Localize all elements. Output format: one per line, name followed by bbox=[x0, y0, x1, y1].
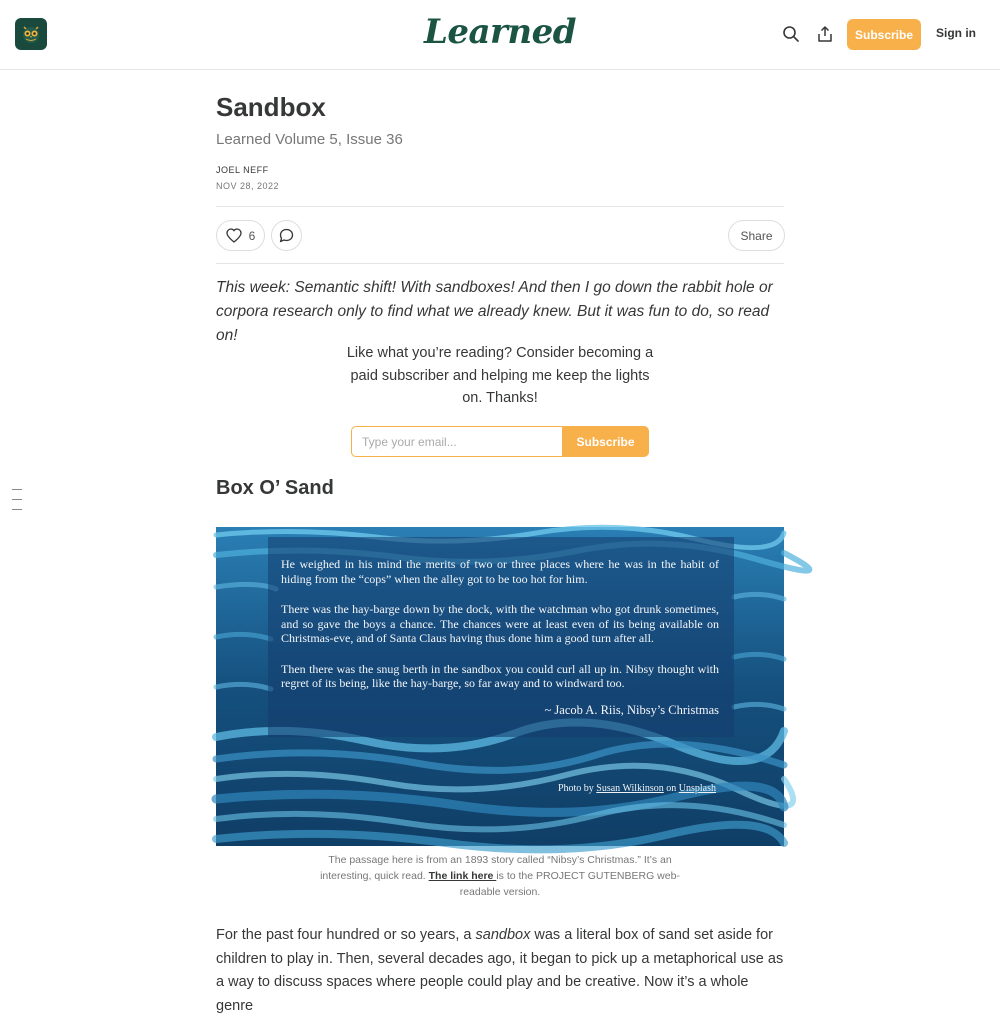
section-heading: Box O’ Sand bbox=[216, 477, 334, 499]
subscribe-button[interactable]: Subscribe bbox=[847, 19, 921, 50]
email-subscribe-form bbox=[351, 426, 649, 457]
post-date: NOV 28, 2022 bbox=[216, 181, 280, 191]
sign-in-link[interactable]: Sign in bbox=[936, 26, 976, 40]
body-paragraph bbox=[216, 924, 786, 1018]
post-intro: This week: Semantic shift! With sandboxes! And then I go down the rabbit hole or corpora research only to find what we already knew. But it was fun to do, so read on! bbox=[216, 279, 773, 344]
share-button[interactable]: Share bbox=[728, 220, 785, 251]
email-input[interactable] bbox=[351, 426, 562, 457]
author-name[interactable]: JOEL NEFF bbox=[216, 165, 269, 175]
body-text-run: was a literal box of sand set aside for children to play in. Then, several decades ago, it began to pick up a metaphorical use as a way to discuss spaces where people could play and be creative. Now it’s a whole genre bbox=[216, 927, 784, 1014]
caption-text: The passage here is from an 1893 story called “Nibsy’s Christmas.” It’s an interesting, quick read. bbox=[320, 854, 672, 882]
body-text-run: For the past four hundred or so years, a bbox=[216, 927, 476, 943]
subscribe-pitch: Like what you’re reading? Consider becoming a paid subscriber and helping me keep the lights on. Thanks! bbox=[346, 345, 654, 406]
photo-credit-prefix: Photo by bbox=[557, 783, 597, 794]
photo-credit-mid: on bbox=[663, 783, 679, 794]
search-icon[interactable] bbox=[779, 22, 803, 46]
top-navigation-bar bbox=[0, 0, 1000, 70]
quote-attribution: ~ Jacob A. Riis, Nibsy’s Christmas bbox=[544, 702, 719, 717]
quote-paragraph: He weighed in his mind the merits of two or three places where he was in the habit of hiding from the “cops” when the alley got to be too hot for him. bbox=[281, 557, 719, 586]
photo-credit bbox=[558, 783, 716, 794]
comment-icon bbox=[279, 228, 294, 243]
quote-text bbox=[281, 557, 719, 733]
divider bbox=[216, 206, 784, 207]
comment-button[interactable] bbox=[271, 220, 302, 251]
caption-text: is to the PROJECT GUTENBERG web-readable version. bbox=[459, 870, 680, 898]
like-button[interactable] bbox=[216, 220, 265, 251]
site-brand-title[interactable]: Learned bbox=[423, 12, 577, 52]
heart-icon bbox=[226, 228, 242, 243]
photographer-link[interactable]: Susan Wilkinson bbox=[596, 783, 664, 794]
sand-ripples-image[interactable] bbox=[216, 527, 784, 846]
post-title: Sandbox bbox=[216, 92, 326, 122]
quote-paragraph: Then there was the snug berth in the sandbox you could curl all up in. Nibsy thought with regret of its being, like the hay-barge, so far away and to windward too. bbox=[281, 661, 719, 690]
post-subtitle: Learned Volume 5, Issue 36 bbox=[216, 131, 403, 148]
email-subscribe-button[interactable]: Subscribe bbox=[562, 426, 649, 457]
divider bbox=[216, 263, 784, 264]
gutenberg-link[interactable]: The link here bbox=[428, 870, 497, 882]
image-caption bbox=[306, 852, 694, 900]
unsplash-link[interactable]: Unsplash bbox=[678, 783, 716, 794]
emphasized-word: sandbox bbox=[475, 927, 531, 943]
share-icon[interactable] bbox=[813, 22, 837, 46]
like-count: 6 bbox=[248, 228, 256, 243]
quote-paragraph: There was the hay-barge down by the dock, with the watchman who got drunk sometimes, and so gave the boys a chance. The chances were at least even of its being available on Christmas-eve, and of Santa Claus having thus done him a good turn after all. bbox=[281, 602, 719, 645]
table-of-contents-icon[interactable] bbox=[12, 489, 22, 519]
